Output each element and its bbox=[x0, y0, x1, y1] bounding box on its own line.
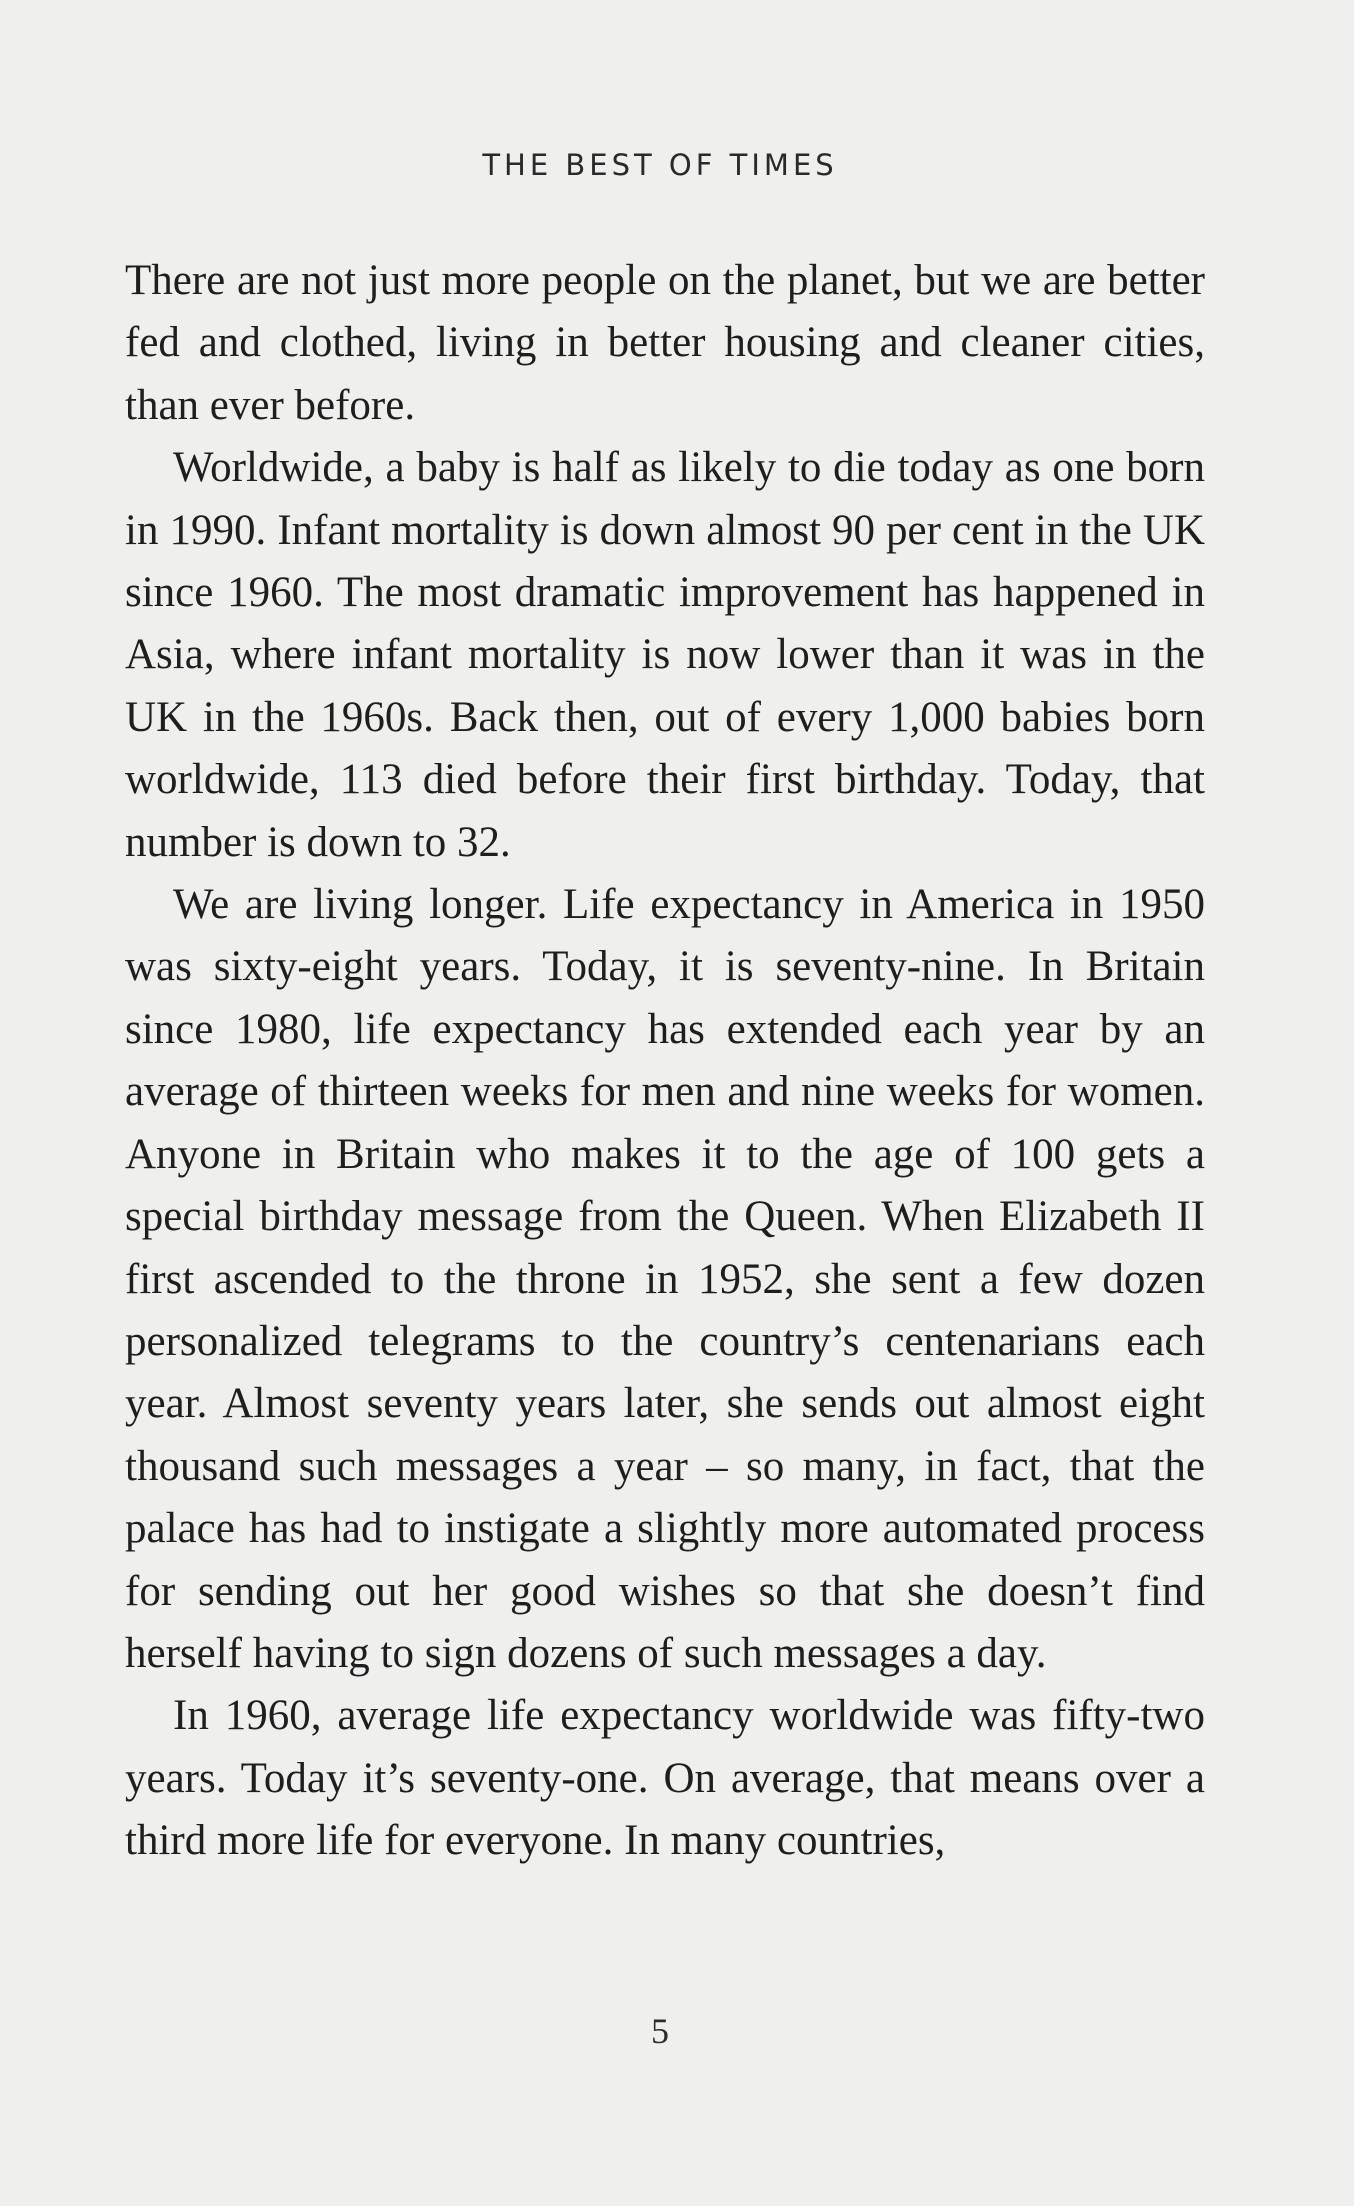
paragraph-3: We are living longer. Life expectancy in America in 1950 was sixty-eight years. Today, it is seventy-nine. In Britain since 1980, life expectancy has extended each year by an average of thirteen weeks for men and nine weeks for women. Anyone in Britain who makes it to the age of 100 gets a special birthday message from the Queen. When Elizabeth II first ascended to the throne in 1952, she sent a few dozen personalized telegrams to the country’s centenarians each year. Almost seventy years later, she sends out almost eight thousand such messages a year – so many, in fact, that the palace has had to instigate a slightly more automated process for sending out her good wishes so that she doesn’t find herself having to sign dozens of such messages a day. bbox=[125, 881, 1205, 1677]
paragraph-1: There are not just more people on the planet, but we are better fed and clothed, living in better housing and cleaner cities, than ever before. bbox=[125, 257, 1205, 429]
body-text bbox=[125, 250, 1205, 1873]
paragraph-2: Worldwide, a baby is half as likely to die today as one born in 1990. Infant mortality is down almost 90 per cent in the UK since 1960. The most dramatic improvement has happened in Asia, where infant mortality is now lower than it was in the UK in the 1960s. Back then, out of every 1,000 babies born worldwide, 113 died before their first birthday. Today, that number is down to 32. bbox=[125, 444, 1205, 866]
running-head: THE BEST OF TIMES bbox=[482, 148, 838, 182]
paragraph-4: In 1960, average life expectancy worldwide was fifty-two years. Today it’s seventy-one. On average, that means over a third more life for everyone. In many countries, bbox=[125, 1692, 1205, 1865]
page-number: 5 bbox=[651, 2011, 669, 2051]
